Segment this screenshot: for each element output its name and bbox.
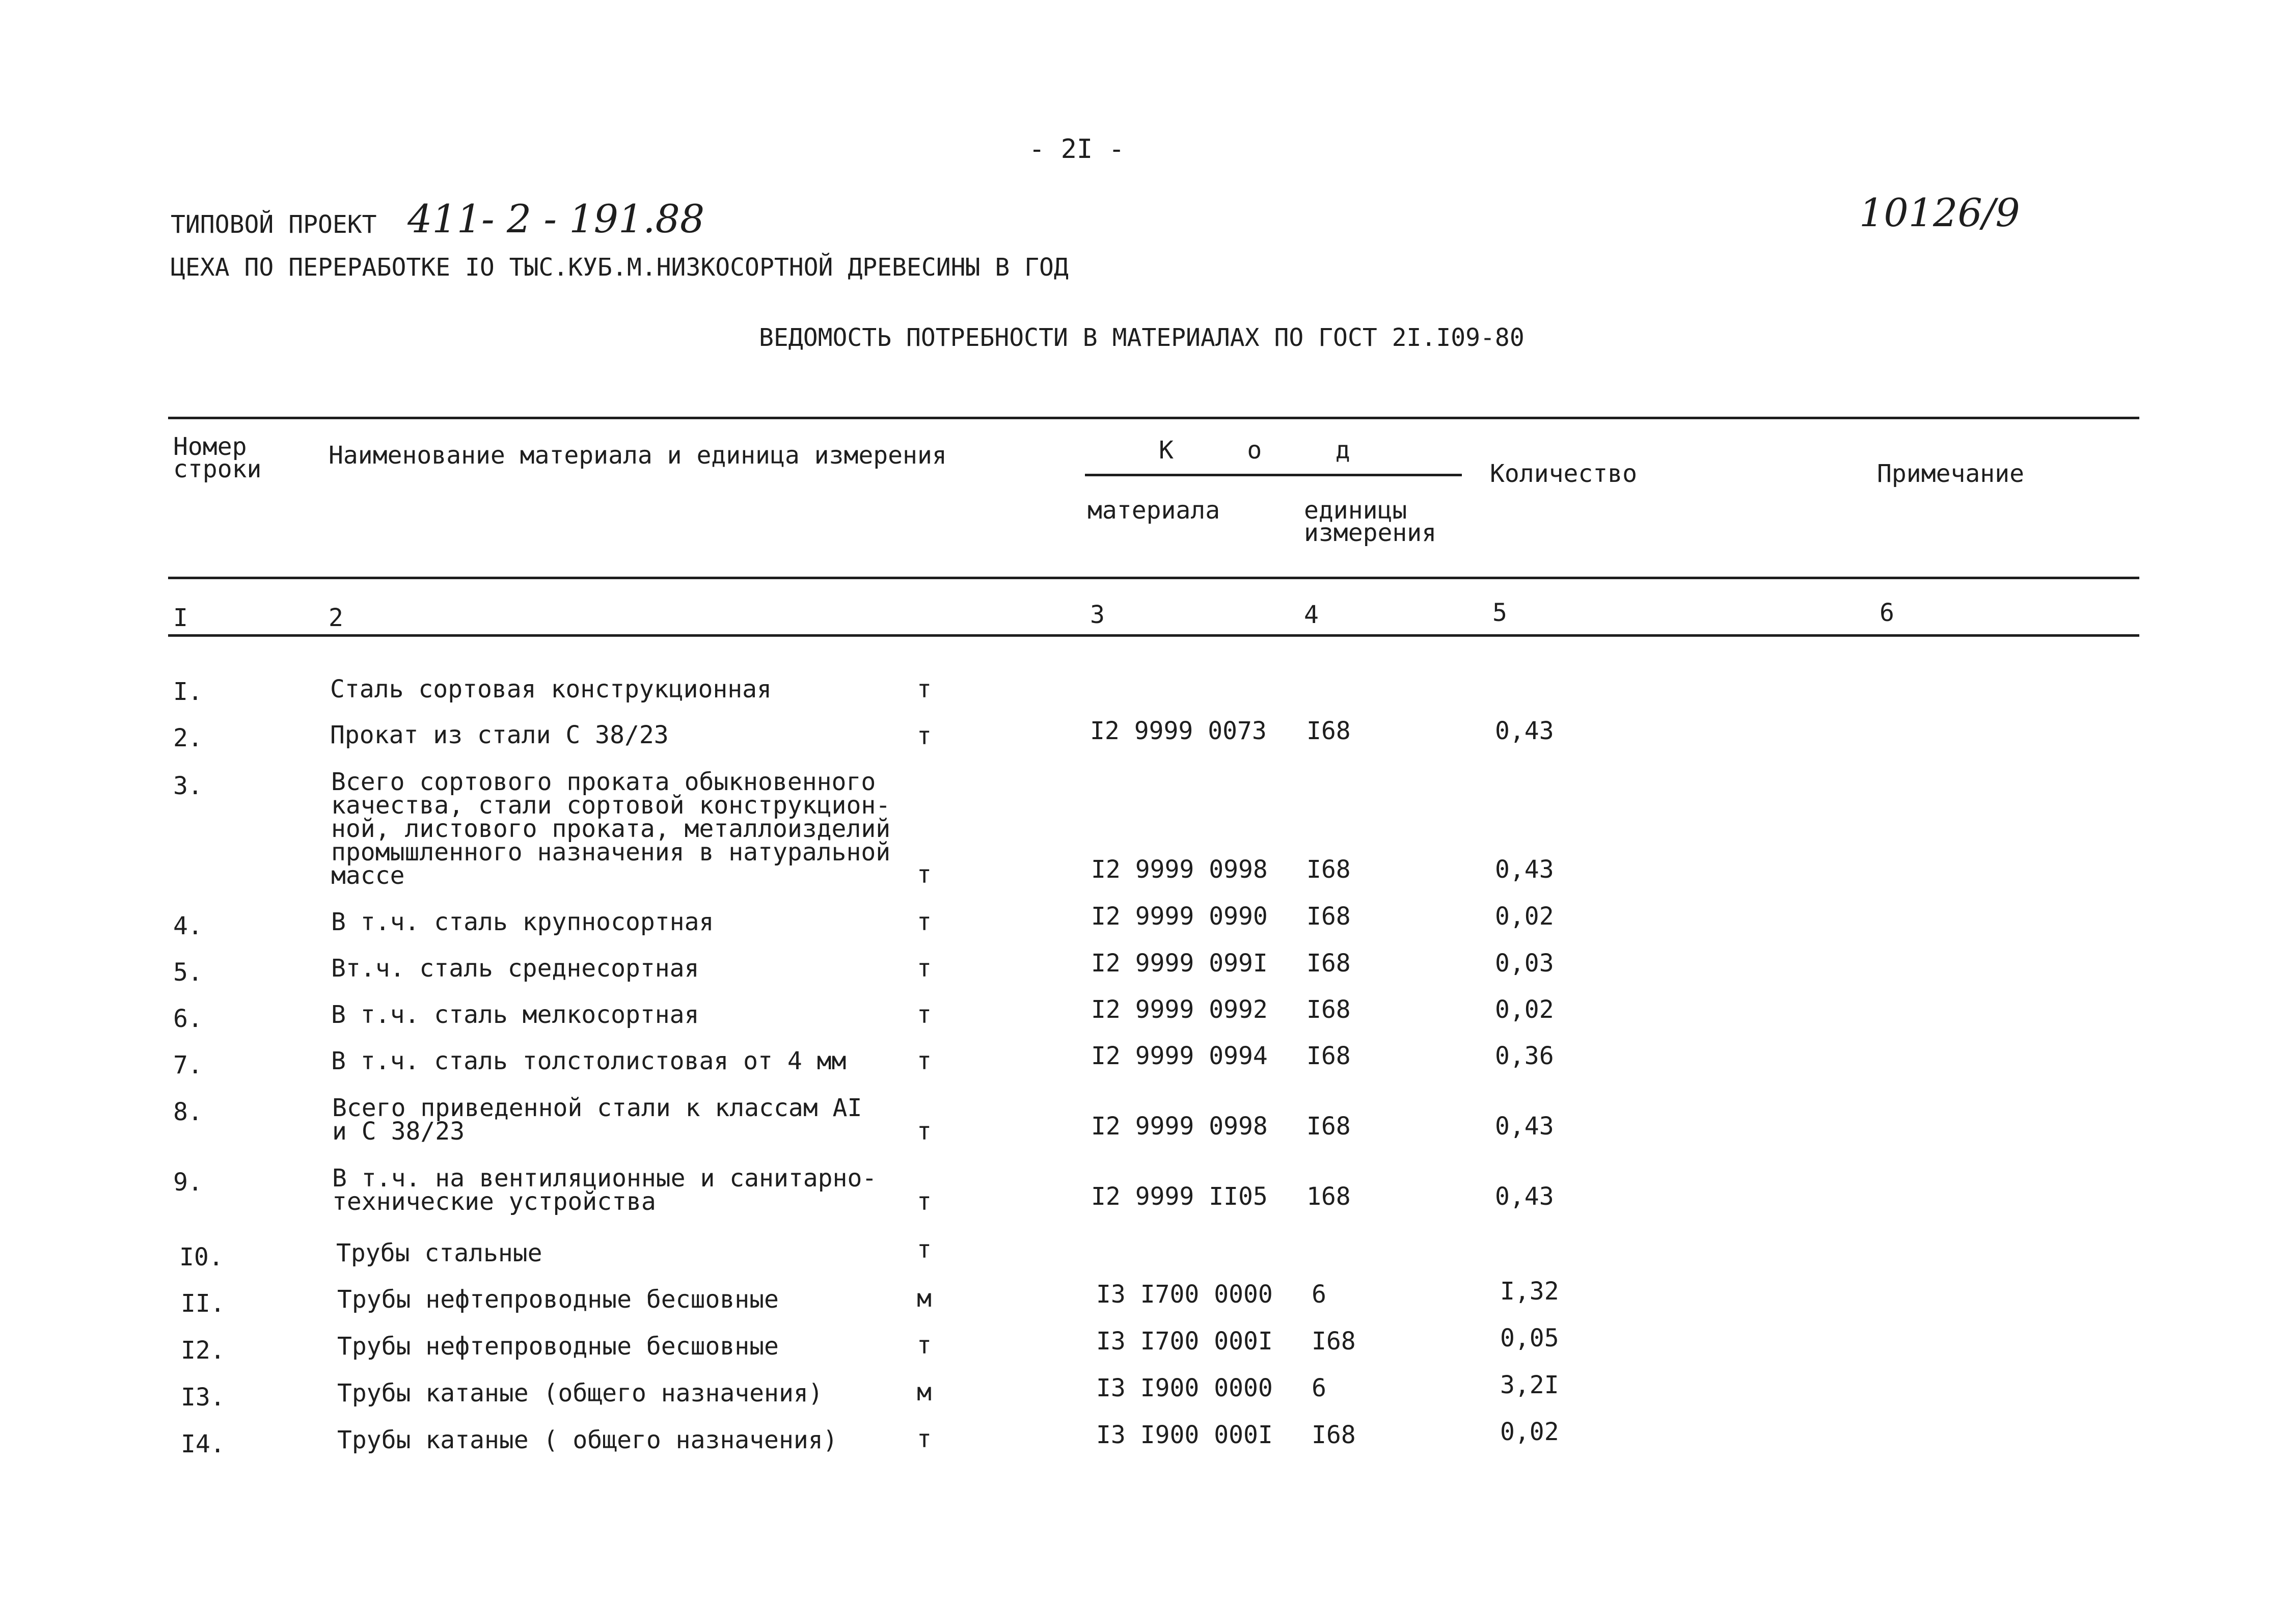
col-header-material: материала xyxy=(1087,496,1220,525)
header-bottom-rule xyxy=(168,577,2139,579)
row-material-code: I2 9999 0998 xyxy=(1091,855,1268,884)
row-material-name: Всего приведенной стали к классам АI и С 38/23 xyxy=(332,1094,862,1146)
row-material-name: Вт.ч. сталь среднесортная xyxy=(331,954,699,983)
row-material-name: В т.ч. сталь крупносортная xyxy=(331,908,714,936)
col-header-note: Примечание xyxy=(1877,459,2024,488)
col-number-6: 6 xyxy=(1880,599,1894,627)
row-unit-code: 6 xyxy=(1312,1280,1326,1309)
row-quantity: 0,43 xyxy=(1495,1112,1554,1141)
row-quantity: 0,02 xyxy=(1495,995,1554,1024)
row-unit-symbol: т xyxy=(917,860,932,889)
row-unit-symbol: т xyxy=(917,1047,932,1075)
row-unit-code: 6 xyxy=(1312,1374,1326,1402)
row-material-name: Трубы нефтепроводные бесшовные xyxy=(337,1332,779,1361)
row-material-name: Трубы стальные xyxy=(336,1239,542,1267)
col-header-name: Наименование материала и единица измерения xyxy=(329,441,947,470)
sheet-code: 10126/9 xyxy=(1859,190,2020,235)
row-material-code: I2 9999 0990 xyxy=(1091,902,1268,931)
col-header-unit: единицы измерения xyxy=(1304,496,1437,547)
row-number: 2. xyxy=(173,724,203,752)
row-unit-code: I68 xyxy=(1307,949,1351,978)
col-header-code: К о д xyxy=(1159,436,1350,465)
col-header-row-no: Номер строки xyxy=(173,432,262,483)
row-number: I4. xyxy=(181,1430,225,1458)
row-material-code: I2 9999 0998 xyxy=(1091,1112,1268,1141)
row-material-name: В т.ч. сталь мелкосортная xyxy=(331,1000,699,1029)
row-number: 8. xyxy=(173,1098,203,1126)
row-number: 9. xyxy=(173,1168,203,1197)
row-material-code: I2 9999 0994 xyxy=(1091,1042,1268,1070)
row-unit-symbol: т xyxy=(917,1425,932,1453)
row-quantity: 0,43 xyxy=(1495,717,1554,745)
row-material-name: В т.ч. на вентиляционные и санитарно- технические устройства xyxy=(332,1164,877,1216)
row-quantity: 0,05 xyxy=(1500,1324,1559,1352)
col-number-5: 5 xyxy=(1492,599,1507,627)
row-material-name: Прокат из стали С 38/23 xyxy=(330,721,669,749)
col-number-3: 3 xyxy=(1090,601,1105,629)
row-unit-symbol: м xyxy=(917,1378,932,1406)
code-group-rule xyxy=(1085,474,1462,476)
row-unit-symbol: т xyxy=(917,1117,932,1146)
row-unit-symbol: м xyxy=(917,1284,932,1313)
row-material-name: Трубы катаные ( общего назначения) xyxy=(337,1426,838,1454)
row-material-code: I2 9999 II05 xyxy=(1091,1182,1268,1211)
row-unit-symbol: т xyxy=(917,1000,932,1029)
row-unit-code: I68 xyxy=(1307,1112,1351,1141)
row-material-code: I2 9999 099I xyxy=(1091,949,1268,978)
row-quantity: 0,02 xyxy=(1500,1418,1559,1446)
row-unit-symbol: т xyxy=(917,1331,932,1360)
row-material-name: Трубы нефтепроводные бесшовные xyxy=(337,1285,779,1314)
row-unit-symbol: т xyxy=(917,1235,932,1264)
row-unit-symbol: т xyxy=(917,675,932,703)
col-number-2: 2 xyxy=(329,604,343,632)
row-number: I0. xyxy=(179,1243,224,1271)
row-material-name: В т.ч. сталь толстолистовая от 4 мм xyxy=(331,1047,847,1075)
row-material-code: I3 I700 000I xyxy=(1096,1327,1273,1356)
project-number: 411- 2 - 191.88 xyxy=(407,196,705,241)
col-number-1: I xyxy=(173,604,188,632)
row-unit-symbol: т xyxy=(917,954,932,983)
row-unit-code: I68 xyxy=(1312,1327,1356,1356)
row-material-code: I2 9999 0992 xyxy=(1091,995,1268,1024)
col-header-quantity: Количество xyxy=(1490,459,1637,488)
row-quantity: 0,03 xyxy=(1495,949,1554,978)
row-quantity: 0,43 xyxy=(1495,1182,1554,1211)
row-number: 7. xyxy=(173,1051,203,1079)
row-number: 5. xyxy=(173,958,203,987)
row-material-name: Сталь сортовая конструкционная xyxy=(330,675,772,703)
row-unit-symbol: т xyxy=(917,1187,932,1216)
page-number: - 2I - xyxy=(1029,134,1125,165)
row-quantity: 0,43 xyxy=(1495,855,1554,884)
row-number: II. xyxy=(181,1289,225,1318)
row-unit-code: 168 xyxy=(1307,1182,1351,1211)
row-quantity: I,32 xyxy=(1500,1277,1559,1306)
row-unit-code: I68 xyxy=(1307,717,1351,745)
project-label: ТИПОВОЙ ПРОЕКТ xyxy=(171,210,377,239)
table-top-rule xyxy=(168,417,2139,419)
row-number: 4. xyxy=(173,912,203,940)
col-number-4: 4 xyxy=(1304,601,1319,629)
doc-title: ВЕДОМОСТЬ ПОТРЕБНОСТИ В МАТЕРИАЛАХ ПО ГОСТ 2I.I09-80 xyxy=(759,323,1525,352)
row-unit-code: I68 xyxy=(1312,1421,1356,1449)
row-number: 3. xyxy=(173,772,203,800)
row-unit-code: I68 xyxy=(1307,995,1351,1024)
row-number: I3. xyxy=(181,1383,225,1412)
row-number: I2. xyxy=(181,1336,225,1365)
row-quantity: 0,36 xyxy=(1495,1042,1554,1070)
row-number: 6. xyxy=(173,1005,203,1033)
row-material-code: I3 I900 0000 xyxy=(1096,1374,1273,1402)
row-unit-symbol: т xyxy=(917,722,932,750)
row-quantity: 0,02 xyxy=(1495,902,1554,931)
row-material-name: Всего сортового проката обыкновенного качества, стали сортовой конструкцион- ной, листового проката, металлоизделий промышленного назначения в натуральной массе xyxy=(331,768,891,890)
row-material-code: I2 9999 0073 xyxy=(1090,717,1267,745)
column-numbers-rule xyxy=(168,634,2139,637)
row-unit-code: I68 xyxy=(1307,902,1351,931)
subtitle: ЦЕХА ПО ПЕРЕРАБОТКЕ IO ТЫС.КУБ.М.НИЗКОСОРТНОЙ ДРЕВЕСИНЫ В ГОД xyxy=(171,253,1069,282)
row-unit-code: I68 xyxy=(1307,855,1351,884)
row-material-code: I3 I900 000I xyxy=(1096,1421,1273,1449)
row-number: I. xyxy=(173,678,203,706)
row-unit-code: I68 xyxy=(1307,1042,1351,1070)
row-quantity: 3,2I xyxy=(1500,1371,1559,1399)
row-material-code: I3 I700 0000 xyxy=(1096,1280,1273,1309)
row-material-name: Трубы катаные (общего назначения) xyxy=(337,1379,823,1408)
row-unit-symbol: т xyxy=(917,908,932,936)
